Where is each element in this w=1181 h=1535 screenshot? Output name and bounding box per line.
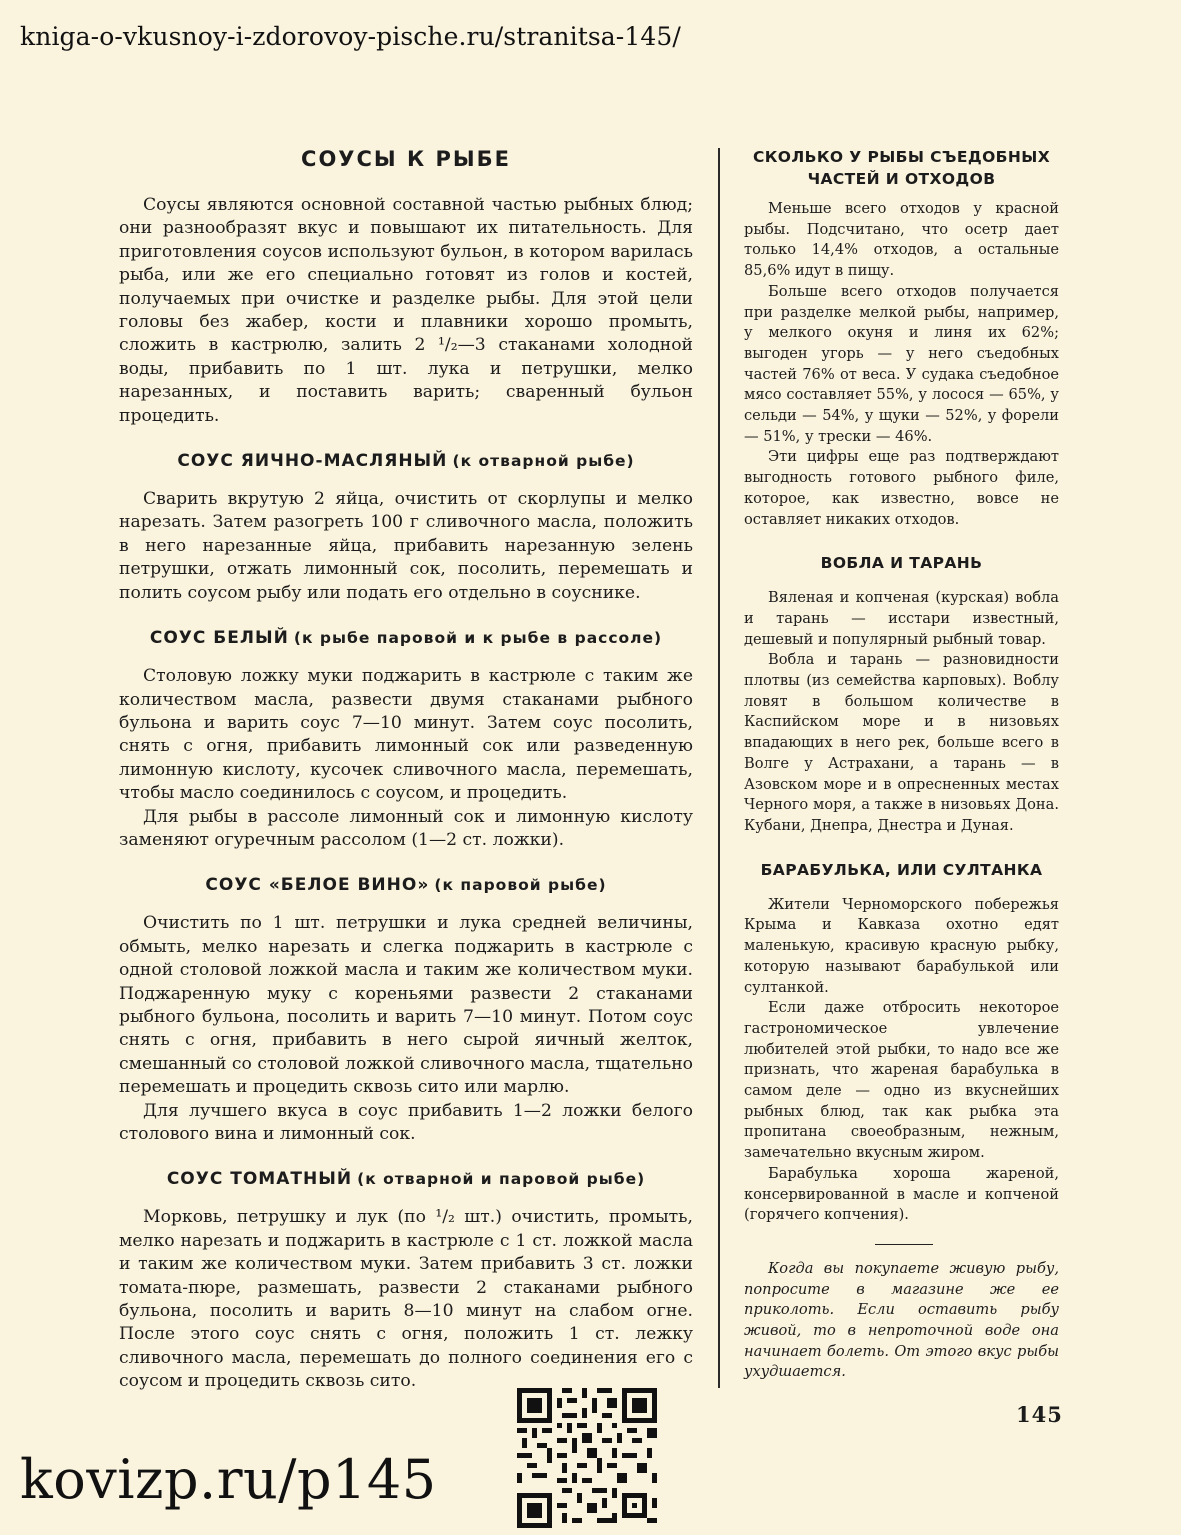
sidebar-title: СКОЛЬКО У РЫБЫ СЪЕДОБНЫХ ЧАСТЕЙ И ОТХОДОВ xyxy=(752,148,1051,188)
section-note: (к рыбе паровой и к рыбе в рассоле) xyxy=(293,629,663,648)
page-number: 145 xyxy=(1016,1402,1063,1427)
section-note: (к отварной рыбе) xyxy=(452,452,635,471)
sidebar-column xyxy=(744,146,1059,1383)
sidebar-title: БАРАБУЛЬКА, ИЛИ СУЛТАНКА xyxy=(760,860,1043,879)
section-paragraph: Очистить по 1 шт. петрушки и лука средней величины, обмыть, мелко нарезать и слегка поджарить в кастрюле с одной столовой ложкой масла и таким же количеством муки. Поджаренную муку с кореньями развести 2 стаканами рыбного бульона, посолить и варить 7—10 минут. Потом соус снять с огня, прибавить в него сырой яичный желток, смешанный со столовой ложкой сливочного масла, тщательно перемешать и процедить сквозь сито или марлю. xyxy=(119,913,693,1098)
sidebar-paragraph: Вобла и тарань — разновидности плотвы (из семейства карповых). Воблу ловят в большом количестве в Каспийском море и в низовьях впадающих в него рек, больше всего в Волге у Астрахани, а тарань — в Азовском море и в опресненных местах Черного моря, а также в низовьях Дона. Кубани, Днепра, Днестра и Дуная. xyxy=(744,651,1059,834)
sidebar-paragraph: Если даже отбросить некоторое гастрономическое увлечение любителей этой рыбки, то надо все же признать, что жареная барабулька в самом деле — одно из вкуснейших рыбных блюд, так как рыбка эта пропитана своеобразным, нежным, замечательно вкусным жиром. xyxy=(744,999,1059,1162)
section-title: СОУС ЯИЧНО-МАСЛЯНЫЙ xyxy=(177,451,448,472)
sidebar-paragraph: Эти цифры еще раз подтверждают выгодность готового рыбного филе, которое, как известно, вовсе не оставляет никаких отходов. xyxy=(744,448,1059,528)
section-paragraph: Морковь, петрушку и лук (по ¹/₂ шт.) очистить, промыть, мелко нарезать и поджарить в кастрюле с 1 ст. ложкой масла и таким же количеством муки. Затем прибавить 3 ст. ложки томата-пюре, размешать, развести 2 стаканами рыбного бульона, посолить и варить 8—10 минут на слабом огне. После этого соус снять с огня, положить 1 ст. лежку сливочного масла, перемешать до полного соединения его с соусом и процедить сквозь сито. xyxy=(119,1207,693,1392)
sidebar-title: ВОБЛА И ТАРАНЬ xyxy=(820,554,983,573)
source-url[interactable]: kniga-o-vkusnoy-i-zdorovoy-pische.ru/stranitsa-145/ xyxy=(20,22,681,51)
section-paragraph: Столовую ложку муки поджарить в кастрюле с таким же количеством масла, развести двумя стаканами рыбного бульона и варить соус 7—10 минут. Затем соус посолить, снять с огня, прибавить лимонный сок или разведенную лимонную кислоту, кусочек сливочного масла, перемешать, чтобы масло соединилось с соусом, и процедить. xyxy=(119,666,693,804)
qr-code-icon[interactable] xyxy=(517,1388,662,1528)
section-title: СОУС ТОМАТНЫЙ xyxy=(166,1169,353,1190)
sidebar-paragraph: Вяленая и копченая (курская) вобла и тарань — исстари известный, дешевый и популярный рыбный товар. xyxy=(744,589,1059,648)
page-title: СОУСЫ К РЫБЕ xyxy=(301,147,511,171)
section-paragraph: Для лучшего вкуса в соус прибавить 1—2 ложки белого столового вина и лимонный сок. xyxy=(119,1100,693,1144)
main-column xyxy=(119,144,693,1394)
section-heading xyxy=(119,448,693,474)
sidebar-paragraph: Меньше всего отходов у красной рыбы. Подсчитано, что осетр дает только 14,4% отходов, а остальные 85,6% идут в пищу. xyxy=(744,200,1059,280)
section-heading xyxy=(119,1166,693,1192)
section-heading xyxy=(119,872,693,898)
short-url[interactable]: kovizp.ru/p145 xyxy=(20,1448,437,1511)
section-paragraph: Для рыбы в рассоле лимонный сок и лимонную кислоту заменяют огуречным рассолом (1—2 ст. ложки). xyxy=(119,806,693,850)
tip-divider xyxy=(875,1244,933,1245)
section-note: (к паровой рыбе) xyxy=(434,876,607,895)
sidebar-paragraph: Барабулька хороша жареной, консервированной в масле и копченой (горячего копчения). xyxy=(744,1164,1059,1224)
section-heading xyxy=(119,625,693,651)
section-paragraph: Сварить вкрутую 2 яйца, очистить от скорлупы и мелко нарезать. Затем разогреть 100 г сливочного масла, положить в него нарезанные яйца, прибавить нарезанную зелень петрушки, отжать лимонный сок, посолить, перемешать и полить соусом рыбу или подать его отдельно в соуснике. xyxy=(119,489,693,603)
tip-note: Когда вы покупаете живую рыбу, попросите в магазине же ее приколоть. Если оставить рыбу живой, то в непроточной воде она начинает болеть. От этого вкус рыбы ухудшается. xyxy=(744,1259,1059,1381)
section-title: СОУС БЕЛЫЙ xyxy=(149,628,289,649)
intro-paragraph: Соусы являются основной составной частью рыбных блюд; они разнообразят вкус и повышают их питательность. Для приготовления соусов используют бульон, в котором варилась рыба, или же его специально готовят из голов и костей, получаемых при очистке и разделке рыбы. Для этой цели головы без жабер, кости и плавники хорошо промыть, сложить в кастрюлю, залить 2 ¹/₂—3 стаканами холодной воды, прибавить по 1 шт. лука и петрушки, мелко нарезанных, и поставить варить; сваренный бульон процедить. xyxy=(119,195,693,426)
section-note: (к отварной и паровой рыбе) xyxy=(357,1170,646,1189)
sidebar-paragraph: Жители Черноморского побережья Крыма и Кавказа охотно едят маленькую, красивую красную рыбку, которую называют барабулькой или султанкой. xyxy=(744,895,1059,996)
sidebar-paragraph: Больше всего отходов получается при разделке мелкой рыбы, например, у мелкого окуня и линя их 62%; выгоден угорь — у него съедобных частей 76% от веса. У судака съедобное мясо составляет 55%, у лосося — 65%, у сельди — 54%, у щуки — 52%, у форели — 51%, у трески — 46%. xyxy=(744,282,1059,445)
section-title: СОУС «БЕЛОЕ ВИНО» xyxy=(205,875,430,896)
column-divider xyxy=(718,148,720,1388)
